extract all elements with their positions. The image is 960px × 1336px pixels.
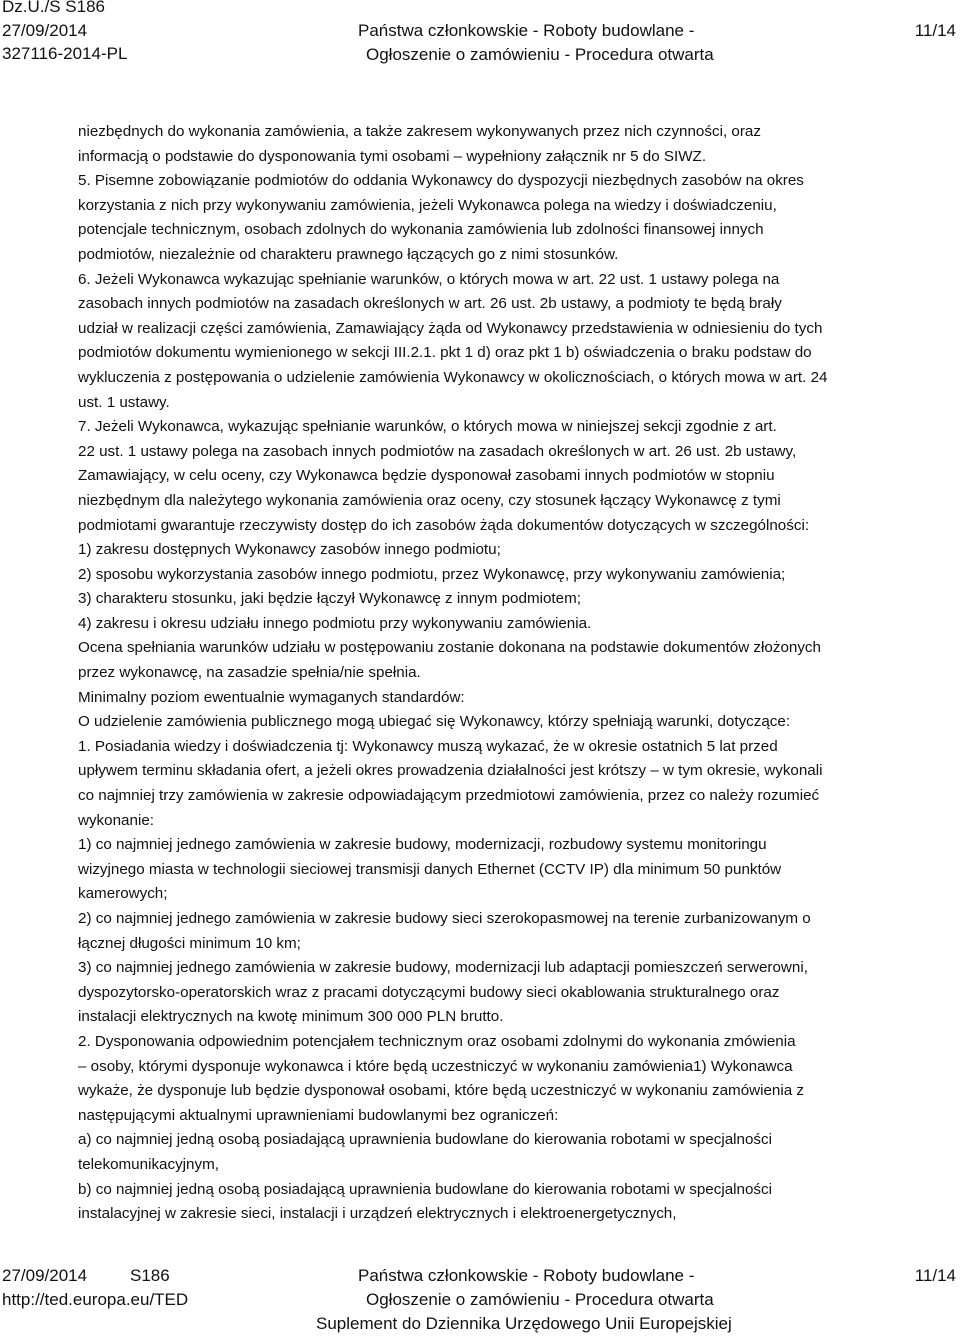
footer-supplement: Suplement do Dziennika Urzędowego Unii Europejskiej: [316, 1314, 732, 1333]
body-line: telekomunikacyjnym,: [78, 1155, 219, 1173]
header-date: 27/09/2014: [2, 21, 88, 40]
body-line: niezbędnym dla należytego wykonania zamówienia oraz oceny, czy stosunek łączący Wykonawcę z tymi: [78, 491, 781, 509]
body-line: udział w realizacji części zamówienia, Zamawiający żąda od Wykonawcy przedstawienia w odniesieniu do tych: [78, 319, 823, 337]
header-title-line2: Ogłoszenie o zamówieniu - Procedura otwarta: [366, 45, 714, 64]
document-body: [78, 120, 952, 1227]
body-line: 4) zakresu i okresu udziału innego podmiotu przy wykonywaniu zamówienia.: [78, 614, 592, 632]
body-line: 5. Pisemne zobowiązanie podmiotów do oddania Wykonawcy do dyspozycji niezbędnych zasobów na okres: [78, 172, 804, 190]
page-header: [0, 0, 960, 70]
body-line: co najmniej trzy zamówienia w zakresie odpowiadającym przedmiotowi zamówienia, przez co należy rozumieć: [78, 787, 820, 805]
footer-url[interactable]: http://ted.europa.eu/TED: [2, 1290, 189, 1309]
body-line: Ocena spełniania warunków udziału w postępowaniu zostanie dokonana na podstawie dokumentów złożonych: [78, 639, 821, 657]
footer-page-number: 11/14: [914, 1266, 956, 1285]
body-line: ust. 1 ustawy.: [78, 393, 170, 411]
body-line: Minimalny poziom ewentualnie wymaganych standardów:: [78, 688, 465, 706]
header-page-number: 11/14: [914, 21, 956, 40]
body-line: następującymi aktualnymi uprawnieniami budowlanymi bez ograniczeń:: [78, 1106, 559, 1124]
body-line: 22 ust. 1 ustawy polega na zasobach innych podmiotów na zasadach określonych w art. 26 ust. 2b ustawy,: [78, 442, 797, 460]
body-line: informacją o podstawie do dysponowania tymi osobami – wypełniony załącznik nr 5 do SIWZ.: [78, 147, 707, 165]
body-line: instalacji elektrycznych na kwotę minimum 300 000 PLN brutto.: [78, 1008, 504, 1026]
body-line: instalacyjnej w zakresie sieci, instalacji i urządzeń elektrycznych i elektroenergetycznych,: [78, 1205, 677, 1223]
body-line: wizyjnego miasta w technologii sieciowej transmisji danych Ethernet (CCTV IP) dla minimum 50 punktów: [78, 860, 782, 878]
header-notice-number: 327116-2014-PL: [2, 44, 128, 63]
body-line: 6. Jeżeli Wykonawca wykazując spełnianie warunków, o których mowa w art. 22 ust. 1 ustawy polega na: [78, 270, 780, 288]
body-line: podmiotami gwarantuje rzeczywisty dostęp do ich zasobów żąda dokumentów dotyczących w szczególności:: [78, 516, 810, 534]
body-line: 2) sposobu wykorzystania zasobów innego podmiotu, przez Wykonawcę, przy wykonywaniu zamówienia;: [78, 565, 786, 583]
body-line: O udzielenie zamówienia publicznego mogą ubiegać się Wykonawcy, którzy spełniają warunki, dotyczące:: [78, 713, 791, 731]
body-line: kamerowych;: [78, 885, 168, 903]
body-line: niezbędnych do wykonania zamówienia, a także zakresem wykonywanych przez nich czynności, oraz: [78, 123, 761, 140]
header-journal-ref: Dz.U./S S186: [2, 0, 105, 16]
body-line: korzystania z nich przy wykonywaniu zamówienia, jeżeli Wykonawca polega na wiedzy i doświadczeniu,: [78, 196, 777, 214]
body-line: wykonanie:: [78, 811, 154, 829]
body-line: przez wykonawcę, na zasadzie spełnia/nie spełnia.: [78, 664, 421, 682]
body-line: zasobach innych podmiotów na zasadach określonych w art. 26 ust. 2b ustawy, a podmioty te będą brały: [78, 295, 782, 313]
body-line: a) co najmniej jedną osobą posiadającą uprawnienia budowlane do kierowania robotami w specjalności: [78, 1131, 772, 1149]
body-line: podmiotów dokumentu wymienionego w sekcji III.2.1. pkt 1 d) oraz pkt 1 b) oświadczenia o braku podstaw do: [78, 344, 812, 362]
body-line: łącznej długości minimum 10 km;: [78, 934, 301, 952]
body-line: 1) co najmniej jednego zamówienia w zakresie budowy, modernizacji, rozbudowy systemu monitoringu: [78, 836, 767, 854]
body-line: 7. Jeżeli Wykonawca, wykazując spełnianie warunków, o których mowa w niniejszej sekcji zgodnie z art.: [78, 418, 777, 436]
footer-title-line1: Państwa członkowskie - Roboty budowlane -: [358, 1266, 695, 1285]
body-line: dyspozytorsko-operatorskich wraz z pracami dotyczącymi budowy sieci okablowania strukturalnego oraz: [78, 983, 780, 1001]
body-line: potencjale technicznym, osobach zdolnych do wykonania zamówienia lub zdolności finansowej innych: [78, 221, 764, 239]
body-line: 1. Posiadania wiedzy i doświadczenia tj: Wykonawcy muszą wykazać, że w okresie ostatnich 5 lat przed: [78, 737, 778, 755]
body-line: wykaże, że dysponuje lub będzie dysponował osobami, które będą uczestniczyć w wykonaniu zamówienia z: [78, 1082, 805, 1100]
body-line: 3) co najmniej jednego zamówienia w zakresie budowy, modernizacji lub adaptacji pomieszczeń serwerowni,: [78, 959, 808, 977]
header-title-line1: Państwa członkowskie - Roboty budowlane -: [358, 21, 695, 40]
footer-date: 27/09/2014: [2, 1266, 88, 1285]
body-line: Zamawiający, w celu oceny, czy Wykonawca będzie dysponował zasobami innych podmiotów w stopniu: [78, 467, 775, 485]
footer-title-line2: Ogłoszenie o zamówieniu - Procedura otwarta: [366, 1290, 714, 1309]
body-line: 3) charakteru stosunku, jaki będzie łączył Wykonawcę z innym podmiotem;: [78, 590, 581, 608]
body-line: wykluczenia z postępowania o udzielenie zamówienia Wykonawcy w okolicznościach, o których mowa w art. 24: [78, 368, 828, 386]
body-line: 2. Dysponowania odpowiednim potencjałem technicznym oraz osobami zdolnymi do wykonania zmówienia: [78, 1032, 796, 1050]
footer-series: S186: [130, 1266, 170, 1285]
body-line: – osoby, którymi dysponuje wykonawca i które będą uczestniczyć w wykonaniu zamówienia1) Wykonawca: [78, 1057, 793, 1075]
body-line: podmiotów, niezależnie od charakteru prawnego łączących go z nimi stosunków.: [78, 245, 619, 263]
body-line: 2) co najmniej jednego zamówienia w zakresie budowy sieci szerokopasmowej na terenie zurbanizowanym o: [78, 910, 811, 927]
body-line: 1) zakresu dostępnych Wykonawcy zasobów innego podmiotu;: [78, 541, 501, 559]
page-footer: [0, 1262, 960, 1334]
body-line: upływem terminu składania ofert, a jeżeli okres prowadzenia działalności jest krótszy – w tym okresie, wykonali: [78, 762, 823, 780]
body-line: b) co najmniej jedną osobą posiadającą uprawnienia budowlane do kierowania robotami w specjalności: [78, 1180, 772, 1198]
